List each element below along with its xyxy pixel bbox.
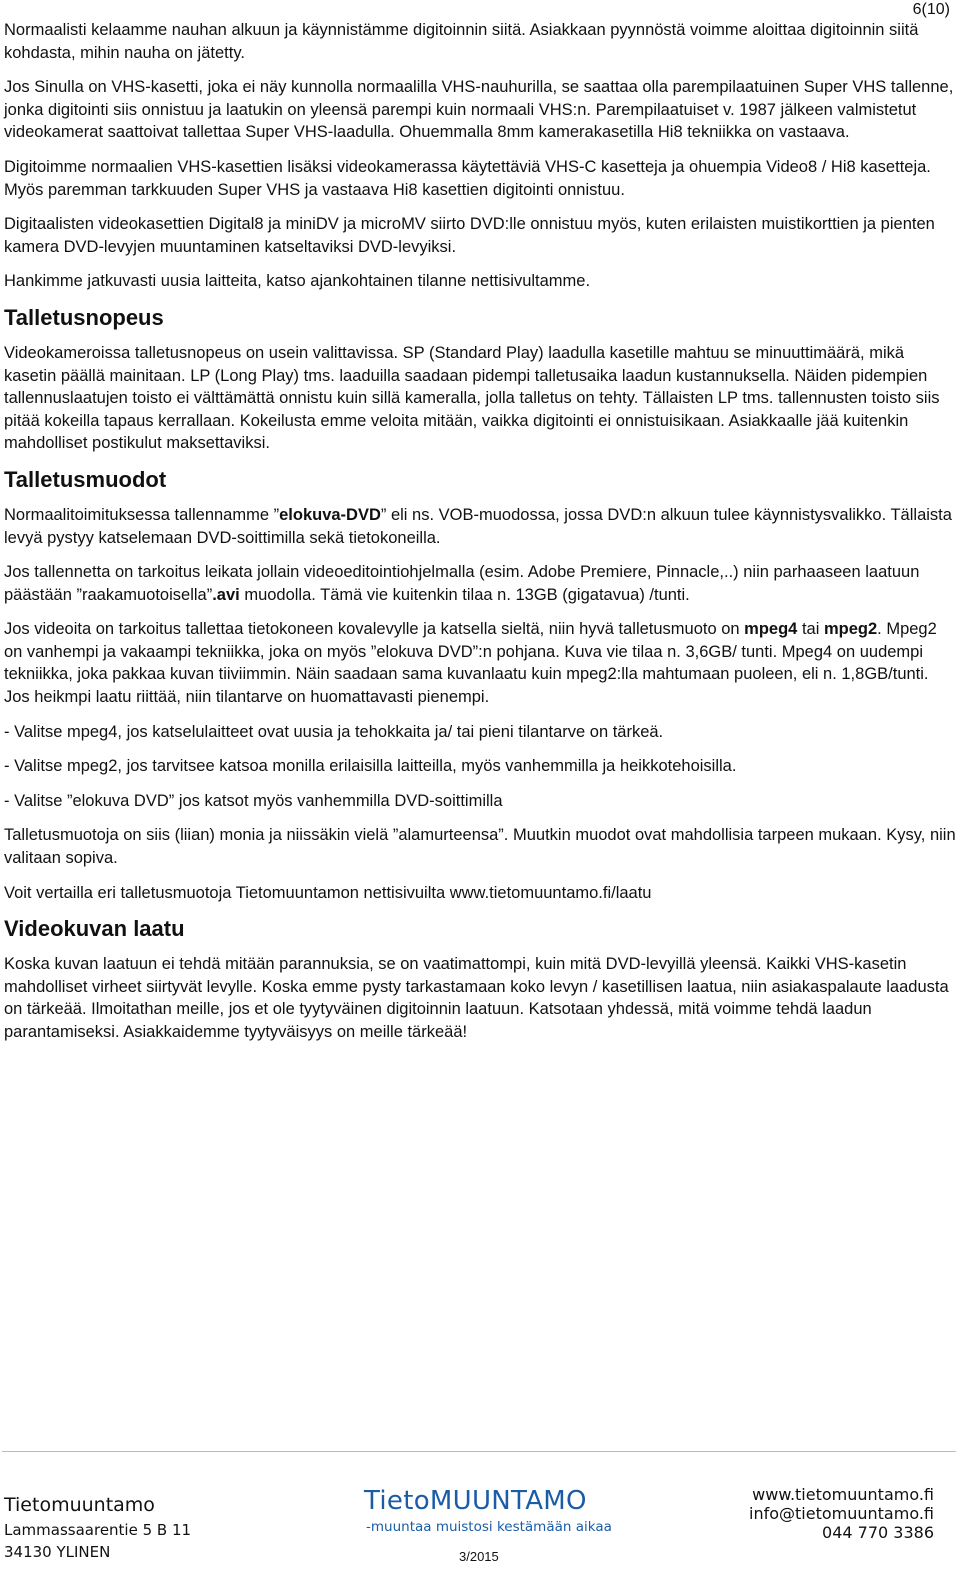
text-span: ” eli ns. VOB-muodossa, jossa DVD:n alkuun tulee käynnistysvalikko. Tällaista levyä pystyy katselemaan DVD-soittimilla sekä tietokoneilla.: [4, 505, 952, 547]
bold-avi: .avi: [212, 585, 240, 604]
text-span: Jos videoita on tarkoitus tallettaa tietokoneen kovalevylle ja katsella sieltä, niin hyvä talletusmuoto on: [4, 620, 745, 639]
footer-date: 3/2015: [459, 1549, 499, 1564]
paragraph-rewind: Normaalisti kelaamme nauhan alkuun ja käynnistämme digitoinnin siitä. Asiakkaan pyynnöstä voimme aloittaa digitoinnin siitä kohdasta, mihin nauha on jätetty.: [4, 21, 919, 62]
text-span: tai: [797, 620, 824, 639]
bullet-elokuva-dvd: - Valitse ”elokuva DVD” jos katsot myös vanhemmilla DVD-soittimilla: [4, 791, 503, 810]
footer-street: Lammassaarentie 5 B 11: [4, 1521, 192, 1539]
footer-divider: [2, 1451, 956, 1452]
text-span: Normaalitoimituksessa tallennamme ”: [4, 505, 280, 524]
bold-mpeg2: mpeg2: [823, 620, 878, 639]
footer-email: info@tietomuuntamo.fi: [749, 1504, 934, 1523]
paragraph-speed: Videokameroissa talletusnopeus on usein valittavissa. SP (Standard Play) laadulla kasetille mahtuu se minuuttimäärä, mikä kasetin päällä mainitaan. LP (Long Play) tms. laaduilla saadaan pidempi talletusaika laadun kustannuksella. Näiden pidempien tallennuslaatujen toisto ei välttämättä onnistu kuin sillä kameralla, jolla talletus on tehty. Tällaisten LP tms. tallennusten toisto siis pitää kokeilla tapaus kerrallaan. Kokeilusta emme veloita mitään, vaikka digitointi ei onnistuisikaan. Asiakkaalle jää kuitenkin mahdolliset postikulut maksettaviksi.: [4, 343, 940, 453]
footer-postal: 34130 YLINEN: [4, 1543, 111, 1561]
bullet-mpeg2: - Valitse mpeg2, jos tarvitsee katsoa monilla erilaisilla laitteilla, myös vanhemmilla ja heikkotehoisilla.: [4, 757, 737, 776]
bold-elokuva-dvd: elokuva-DVD: [279, 505, 381, 524]
paragraph-quality: Koska kuvan laatuun ei tehdä mitään parannuksia, se on vaatimattompi, kuin mitä DVD-levyillä yleensä. Kaikki VHS-kasetin mahdolliset virheet siirtyvät levylle. Koska emme pysty tarkastamaan koko levyn / kasetillisen laatua, niin asiakaspalaute laadusta on tärkeää. Ilmoitathan meille, jos et ole tyytyväinen digitoinnin laatuun. Katsotaan yhdessä, mitä voimme tehdä laadun parantamiseksi. Asiakkaidemme tyytyväisyys on meille tärkeää!: [4, 955, 949, 1041]
footer-address: [4, 1491, 191, 1563]
footer-contact: [749, 1485, 934, 1542]
document-body: [4, 19, 956, 1056]
text-span: muodolla. Tämä vie kuitenkin tilaa n. 13GB (gigatavua) /tunti.: [239, 585, 690, 604]
paragraph-mpeg-formats: [4, 618, 956, 708]
heading-talletusmuodot: Talletusmuodot: [4, 466, 167, 492]
paragraph-compare-link: Voit vertailla eri talletusmuotoja Tietomuuntamon nettisivuilta www.tietomuuntamo.fi/laatu: [4, 883, 652, 902]
footer-phone: 044 770 3386: [822, 1523, 934, 1542]
paragraph-many-formats: Talletusmuotoja on siis (liian) monia ja niissäkin vielä ”alamurteensa”. Muutkin muodot ovat mahdollisia tarpeen mukaan. Kysy, niin valitaan sopiva.: [4, 826, 956, 868]
page-number: 6(10): [912, 1, 950, 18]
heading-talletusnopeus: Talletusnopeus: [4, 304, 164, 330]
logo-text: TietoMUUNTAMO: [364, 1486, 587, 1516]
paragraph-super-vhs: Jos Sinulla on VHS-kasetti, joka ei näy kunnolla normaalilla VHS-nauhurilla, se saattaa olla parempilaatuinen Super VHS tallenne, jonka digitointi siis onnistuu ja laatukin on yleensä parempi kuin normaali VHS:n. Parempilaatuiset v. 1987 jälkeen valmistetut videokamerat saattoivat tallettaa Super VHS-laadulla. Ohuemmalla 8mm kamerakasetilla Hi8 tekniikka on vastaava.: [4, 78, 954, 142]
heading-videokuvan-laatu: Videokuvan laatu: [4, 916, 185, 942]
paragraph-avi-format: [4, 561, 956, 606]
text-span: Jos tallennetta on tarkoitus leikata jollain videoeditointiohjelmalla (esim. Adobe Premiere, Pinnacle,..) niin parhaaseen laatuun päästään ”raakamuotoisella”: [4, 563, 920, 604]
bullet-mpeg4: - Valitse mpeg4, jos katselulaitteet ovat uusia ja tehokkaita ja/ tai pieni tilantarve on tärkeä.: [4, 722, 664, 741]
paragraph-digital-cassettes: Digitaalisten videokasettien Digital8 ja miniDV ja microMV siirto DVD:lle onnistuu myös, kuten erilaisten muistikorttien ja pienten kamera DVD-levyjen muuntaminen katseltaviksi DVD-levyiksi.: [4, 215, 935, 256]
paragraph-cassette-types: Digitoimme normaalien VHS-kasettien lisäksi videokamerassa käytettäviä VHS-C kasetteja ja ohuempia Video8 / Hi8 kasetteja. Myös paremman tarkkuuden Super VHS ja vastaava Hi8 kasettien digitointi onnistuu.: [4, 157, 931, 199]
paragraph-dvd-format: [4, 504, 956, 549]
tietomuuntamo-logo: [364, 1484, 612, 1536]
logo-tagline: -muuntaa muistosi kestämään aikaa: [366, 1519, 612, 1535]
footer-company: Tietomuuntamo: [4, 1494, 155, 1516]
footer-website: www.tietomuuntamo.fi: [752, 1485, 934, 1504]
paragraph-new-devices: Hankimme jatkuvasti uusia laitteita, katso ajankohtainen tilanne nettisivultamme.: [4, 272, 591, 291]
bold-mpeg4: mpeg4: [744, 620, 798, 639]
text-span: . Mpeg2 on vanhempi ja vakaampi tekniikka, joka on myös ”elokuva DVD”:n pohjana. Kuva vie tilaa n. 3,6GB/ tunti. Mpeg4 on uudempi tekniikka, joka pakkaa kuvan tiiviimmin. Näin saadaan sama kuvanlaatu kuin mpeg2:lla mahtumaan puoleen, eli n. 1,8GB/tunti. Jos heikmpi laatu riittää, niin tilantarve on huomattavasti pienempi.: [4, 620, 937, 707]
